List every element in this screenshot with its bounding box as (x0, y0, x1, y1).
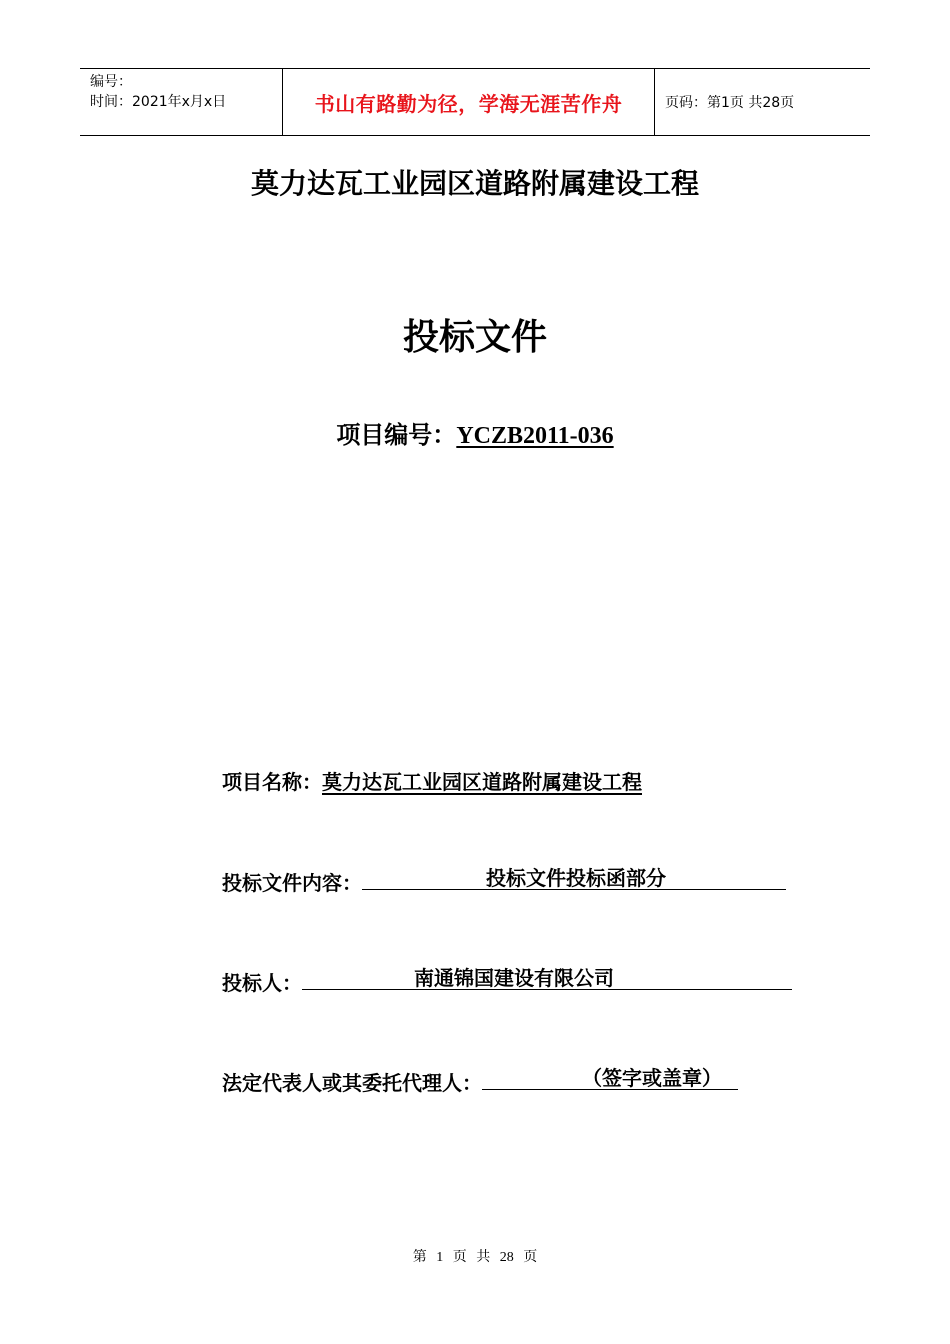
project-number-label: 项目编号： (336, 421, 457, 449)
field-bidder (222, 967, 792, 998)
date-label: 时间：2021年x月x日 (90, 94, 227, 110)
field-representative-blank (482, 1067, 738, 1090)
field-content-blank (362, 867, 786, 890)
field-representative-label: 法定代表人或其委托代理人： (222, 1071, 482, 1095)
project-number-value: YCZB2011-036 (456, 423, 614, 449)
project-number (0, 415, 950, 450)
header-motto-cell (282, 69, 655, 135)
page-footer: 第 1 页 共 28 页 (412, 1250, 538, 1265)
field-project-name (222, 767, 642, 797)
field-representative (222, 1067, 738, 1098)
field-bidder-value: 南通锦国建设有限公司 (414, 966, 614, 990)
field-content (222, 867, 786, 898)
field-project-name-label: 项目名称： (222, 770, 322, 794)
field-project-name-value: 莫力达瓦工业园区道路附属建设工程 (322, 770, 642, 794)
field-content-value: 投标文件投标函部分 (486, 866, 666, 890)
project-title: 莫力达瓦工业园区道路附属建设工程 (250, 167, 699, 200)
document-header (80, 68, 870, 136)
header-meta-cell (80, 69, 282, 135)
field-bidder-blank (302, 967, 792, 990)
header-page-cell (655, 69, 870, 135)
motto-text: 书山有路勤为径，学海无涯苦作舟 (314, 91, 623, 116)
field-bidder-label: 投标人： (222, 971, 302, 995)
field-representative-value: （签字或盖章） (582, 1066, 722, 1090)
page-info: 页码：第1页 共28页 (665, 95, 795, 111)
document-type-title: 投标文件 (402, 317, 547, 358)
field-content-label: 投标文件内容： (222, 871, 362, 895)
serial-label: 编号： (90, 74, 132, 90)
